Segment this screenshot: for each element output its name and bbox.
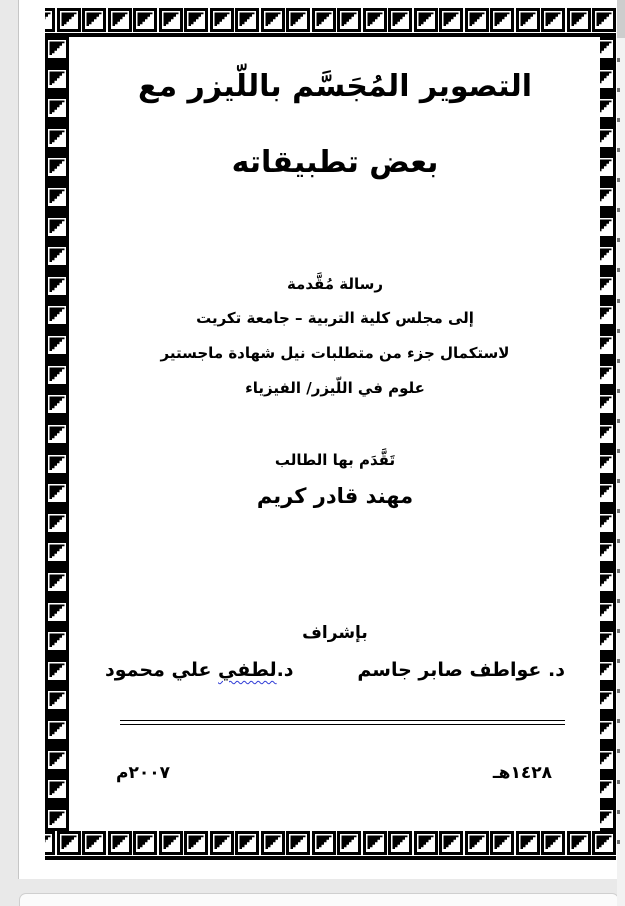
border-triangle-icon	[45, 185, 69, 209]
scrollbar-tick-mark	[617, 780, 620, 784]
border-triangle-icon	[600, 629, 616, 653]
border-triangle-icon	[600, 215, 616, 239]
supervisor-name-right[interactable]: د. عواطف صابر جاسم	[357, 659, 565, 681]
border-triangle-icon	[600, 777, 616, 801]
border-triangle-icon	[45, 481, 69, 505]
border-triangle-icon	[45, 333, 69, 357]
scrollbar-tick-mark	[617, 419, 620, 423]
scrollbar-tick-mark	[617, 749, 620, 753]
border-triangle-icon	[600, 600, 616, 624]
border-triangle-icon	[45, 807, 69, 831]
scrollbar-tick-mark	[617, 268, 620, 272]
page-border-right	[600, 37, 616, 831]
border-triangle-icon	[600, 422, 616, 446]
scrollbar-tick-mark	[617, 810, 620, 814]
border-triangle-icon	[45, 422, 69, 446]
border-triangle-icon	[600, 333, 616, 357]
border-triangle-icon	[45, 96, 69, 120]
double-rule-divider	[120, 720, 565, 725]
border-triangle-icon	[45, 777, 69, 801]
border-triangle-icon	[45, 831, 55, 855]
document-page[interactable]	[19, 0, 617, 879]
scrollbar-tick-mark	[617, 148, 620, 152]
scrollbar-tick-mark	[617, 208, 620, 212]
scrollbar-tick-mark	[617, 329, 620, 333]
scrollbar-tick-mark	[617, 569, 620, 573]
scrollbar-tick-mark	[617, 509, 620, 513]
border-triangle-icon	[600, 807, 616, 831]
scrollbar-tick-mark	[617, 840, 620, 844]
border-triangle-icon	[600, 96, 616, 120]
border-triangle-icon	[600, 392, 616, 416]
border-triangle-icon	[600, 303, 616, 327]
thesis-intro-line3[interactable]: لاستكمال جزء من متطلبات نيل شهادة ماجستير	[160, 344, 510, 362]
border-triangle-icon	[45, 126, 69, 150]
border-triangle-icon	[600, 452, 616, 476]
scrollbar-tick-mark	[617, 88, 620, 92]
next-page-top-edge	[19, 893, 619, 906]
border-triangle-icon	[600, 155, 616, 179]
border-triangle-icon	[600, 748, 616, 772]
scrollbar-tick-mark	[617, 539, 620, 543]
supervisor-name-left[interactable]	[105, 655, 294, 685]
border-triangle-icon	[45, 570, 69, 594]
vertical-scrollbar-marks	[617, 58, 625, 844]
border-triangle-icon	[600, 37, 616, 61]
border-triangle-icon	[600, 688, 616, 712]
border-triangle-icon	[45, 511, 69, 535]
border-triangle-icon	[45, 600, 69, 624]
supervisor-left-prefix: د.	[276, 659, 294, 681]
border-triangle-icon	[45, 748, 69, 772]
scrollbar-tick-mark	[617, 599, 620, 603]
vertical-scrollbar-thumb[interactable]	[617, 0, 625, 38]
scrollbar-tick-mark	[617, 118, 620, 122]
supervisors-row	[105, 655, 565, 685]
border-triangle-icon	[600, 511, 616, 535]
border-triangle-icon	[600, 570, 616, 594]
thesis-intro-line2[interactable]: إلى مجلس كلية التربية – جامعة تكريت	[196, 309, 474, 327]
border-triangle-icon	[600, 126, 616, 150]
scrollbar-tick-mark	[617, 479, 620, 483]
year-hijri[interactable]: ١٤٢٨هـ	[492, 763, 552, 783]
thesis-intro-line4[interactable]: علوم في اللّيزر/ الفيزياء	[245, 379, 425, 397]
border-triangle-icon	[600, 481, 616, 505]
scrollbar-tick-mark	[617, 58, 620, 62]
thesis-intro-line1[interactable]: رسالة مُقَّدمة	[286, 275, 384, 293]
scrollbar-tick-mark	[617, 659, 620, 663]
supervision-label[interactable]: بإشراف	[302, 623, 368, 643]
student-name[interactable]: مهند قادر كريم	[256, 484, 414, 508]
scrollbar-tick-mark	[617, 389, 620, 393]
border-triangle-icon	[45, 274, 69, 298]
border-triangle-icon	[45, 303, 69, 327]
border-triangle-icon	[45, 452, 69, 476]
border-triangle-icon	[45, 540, 69, 564]
border-triangle-icon	[45, 244, 69, 268]
border-triangle-icon	[45, 629, 69, 653]
border-triangle-icon	[45, 392, 69, 416]
thesis-title-line2[interactable]: بعض تطبيقاته	[231, 145, 439, 180]
dates-row	[116, 760, 552, 786]
border-triangle-icon	[45, 363, 69, 387]
scrollbar-tick-mark	[617, 719, 620, 723]
scrollbar-tick-mark	[617, 238, 620, 242]
scrollbar-tick-mark	[617, 359, 620, 363]
border-triangle-icon	[45, 67, 69, 91]
border-triangle-icon	[45, 659, 69, 683]
year-gregorian[interactable]: ٢٠٠٧م	[116, 763, 170, 783]
scrollbar-tick-mark	[617, 299, 620, 303]
presented-by-label[interactable]: تَقَّدَم بها الطالب	[274, 451, 396, 469]
page-content	[70, 0, 600, 879]
border-triangle-icon	[600, 67, 616, 91]
supervisor-left-rest: علي محمود	[105, 659, 219, 681]
page-border-left	[45, 37, 69, 831]
scrollbar-tick-mark	[617, 689, 620, 693]
scrollbar-tick-mark	[617, 449, 620, 453]
border-triangle-icon	[45, 155, 69, 179]
border-triangle-icon	[600, 659, 616, 683]
border-triangle-icon	[600, 540, 616, 564]
border-triangle-icon	[600, 363, 616, 387]
scrollbar-tick-mark	[617, 178, 620, 182]
border-triangle-icon	[45, 718, 69, 742]
border-triangle-icon	[600, 718, 616, 742]
scrollbar-tick-mark	[617, 629, 620, 633]
border-triangle-icon	[45, 215, 69, 239]
border-triangle-icon	[45, 8, 55, 32]
border-triangle-icon	[600, 244, 616, 268]
border-triangle-icon	[600, 185, 616, 209]
border-triangle-icon	[600, 274, 616, 298]
thesis-title-line1[interactable]: التصوير المُجَسَّم باللّيزر مع	[137, 69, 533, 104]
border-triangle-icon	[45, 688, 69, 712]
border-triangle-icon	[45, 37, 69, 61]
spellcheck-flagged-word: لطفي	[218, 659, 277, 681]
